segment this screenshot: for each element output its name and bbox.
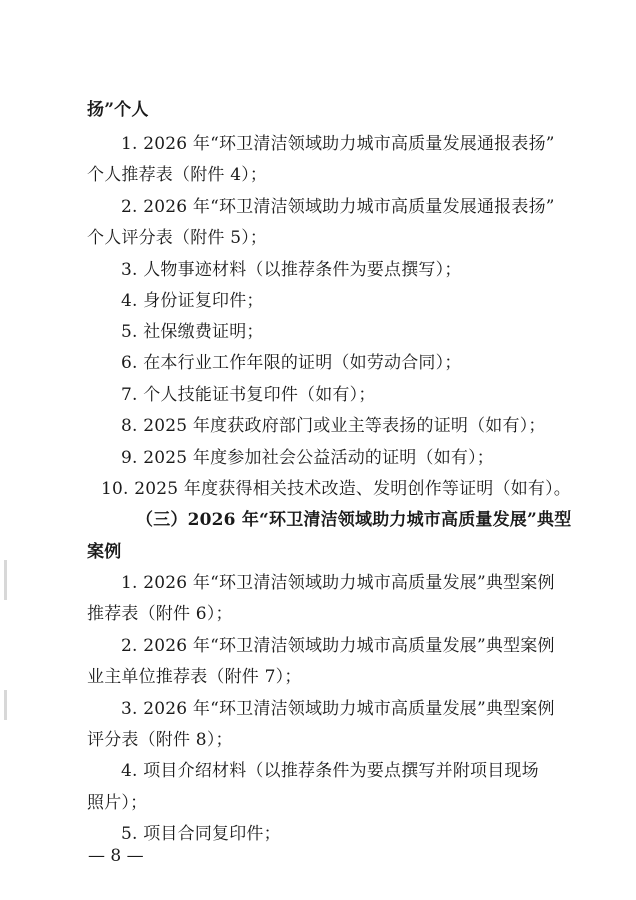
- list-item: 5. 项目合同复印件；: [121, 824, 281, 844]
- list-item-continued: 照片）；: [87, 793, 148, 813]
- section-heading-continued: 案例: [87, 542, 122, 562]
- list-item-continued: 推荐表（附件 6）；: [87, 604, 233, 624]
- list-item: 7. 个人技能证书复印件（如有）；: [121, 385, 376, 405]
- list-item-continued: 评分表（附件 8）；: [87, 730, 233, 750]
- list-item-continued: 个人推荐表（附件 4）；: [87, 165, 268, 185]
- list-item: 2. 2026 年“环卫清洁领域助力城市高质量发展”典型案例: [121, 636, 555, 656]
- section-heading-continued: 扬”个人: [87, 100, 149, 120]
- list-item: 9. 2025 年度参加社会公益活动的证明（如有）；: [121, 448, 494, 468]
- list-item: 3. 2026 年“环卫清洁领域助力城市高质量发展”典型案例: [121, 699, 555, 719]
- list-item: 1. 2026 年“环卫清洁领域助力城市高质量发展”典型案例: [121, 573, 555, 593]
- list-item: 3. 人物事迹材料（以推荐条件为要点撰写）；: [121, 260, 462, 280]
- scan-edge-mark: [4, 690, 7, 720]
- list-item: 8. 2025 年度获政府部门或业主等表扬的证明（如有）；: [121, 416, 546, 436]
- list-item: 1. 2026 年“环卫清洁领域助力城市高质量发展通报表扬”: [121, 134, 555, 154]
- list-item: 4. 身份证复印件；: [121, 291, 264, 311]
- list-item: 4. 项目介绍材料（以推荐条件为要点撰写并附项目现场: [121, 761, 539, 781]
- list-item-continued: 个人评分表（附件 5）；: [87, 228, 268, 248]
- page-number: — 8 —: [88, 846, 144, 866]
- scan-edge-mark: [4, 560, 7, 600]
- list-item: 5. 社保缴费证明；: [121, 322, 264, 342]
- list-item-continued: 业主单位推荐表（附件 7）；: [87, 667, 302, 687]
- section-heading: （三）2026 年“环卫清洁领域助力城市高质量发展”典型: [136, 510, 572, 530]
- list-item: 2. 2026 年“环卫清洁领域助力城市高质量发展通报表扬”: [121, 197, 555, 217]
- list-item: 10. 2025 年度获得相关技术改造、发明创作等证明（如有）。: [101, 479, 572, 499]
- list-item: 6. 在本行业工作年限的证明（如劳动合同）；: [121, 353, 462, 373]
